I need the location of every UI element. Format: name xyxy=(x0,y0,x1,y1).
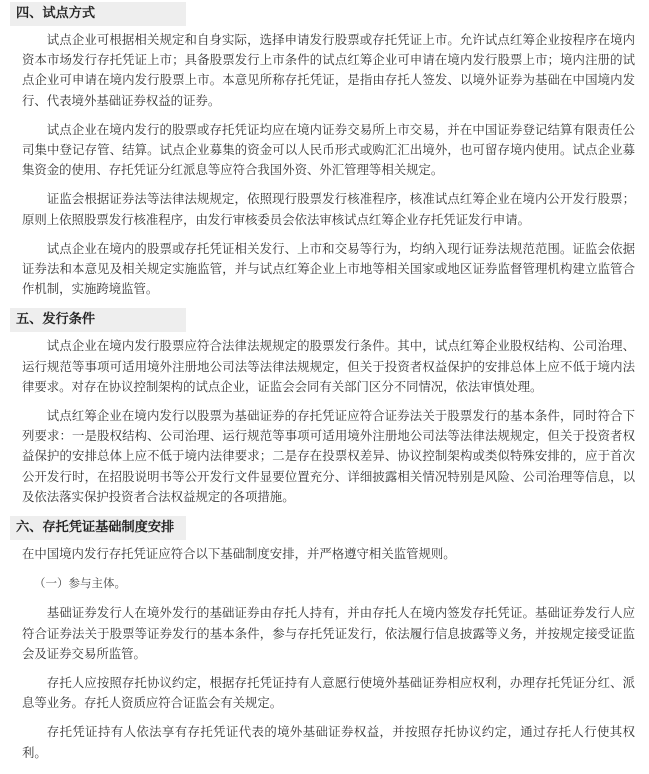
section-heading-issuance-conditions: 五、发行条件 xyxy=(10,308,186,332)
paragraph: 试点企业在境内发行的股票或存托凭证均应在境内证券交易所上市交易，并在中国证券登记结算有限责任公司集中登记存管、结算。试点企业募集的资金可以人民币形式或购汇汇出境外，也可留存境内使用。试点企业募集资金的使用、存托凭证分红派息等应符合我国外资、外汇管理等相关规定。 xyxy=(22,121,635,178)
article-body xyxy=(0,2,649,774)
section-heading-trial-method: 四、试点方式 xyxy=(10,2,186,26)
paragraph: 试点企业可根据相关规定和自身实际，选择申请发行股票或存托凭证上市。允许试点红筹企业按程序在境内资本市场发行存托凭证上市；具备股票发行上市条件的试点红筹企业可申请在境内发行股票上市；境内注册的试点企业可申请在境内发行股票上市。本意见所称存托凭证，是指由存托人签发、以境外证券为基础在中国境内发行、代表境外基础证券权益的证券。 xyxy=(22,32,635,108)
paragraph: 试点企业在境内发行股票应符合法律法规规定的股票发行条件。其中，试点红筹企业股权结构、公司治理、运行规范等事项可适用境外注册地公司法等法律法规规定，但关于投资者权益保护的安排总体上应不低于境内法律要求。对存在协议控制架构的试点企业，证监会会同有关部门区分不同情况，依法审慎处理。 xyxy=(22,338,635,394)
section-heading-depositary-receipts: 六、存托凭证基础制度安排 xyxy=(10,516,186,540)
paragraph: 证监会根据证券法等法律法规规定，依照现行股票发行核准程序，核准试点红筹企业在境内公开发行股票；原则上依照股票发行核准程序，由发行审核委员会依法审核试点红筹企业存托凭证发行申请。 xyxy=(22,191,635,227)
paragraph: 试点企业在境内的股票或存托凭证相关发行、上市和交易等行为，均纳入现行证券法规范范围。证监会依据证券法和本意见及相关规定实施监管，并与试点红筹企业上市地等相关国家或地区证券监督管理机构建立监管合作机制，实施跨境监管。 xyxy=(22,240,635,297)
paragraph: 存托人应按照存托协议约定，根据存托凭证持有人意愿行使境外基础证券相应权利，办理存托凭证分红、派息等业务。存托人资质应符合证监会有关规定。 xyxy=(22,675,635,711)
paragraph: 试点红筹企业在境内发行以股票为基础证券的存托凭证应符合证券法关于股票发行的基本条件，同时符合下列要求：一是股权结构、公司治理、运行规范等事项可适用境外注册地公司法等法律法规规定，但关于投资者权益保护的安排总体上应不低于境内法律要求；二是存在投票权差异、协议控制架构或类似特殊安排的，应于首次公开发行时，在招股说明书等公开发行文件显要位置充分、详细披露相关情况特别是风险、公司治理等信息，以及依法落实保护投资者合法权益规定的各项措施。 xyxy=(22,408,635,504)
paragraph: 基础证券发行人在境外发行的基础证券由存托人持有，并由存托人在境内签发存托凭证。基础证券发行人应符合证券法关于股票等证券发行的基本条件，参与存托凭证发行，依法履行信息披露等义务，并按规定接受证监会及证券交易所监管。 xyxy=(22,605,635,661)
paragraph-intro: 在中国境内发行存托凭证应符合以下基础制度安排，并严格遵守相关监管规则。 xyxy=(22,546,456,562)
paragraph: 存托凭证持有人依法享有存托凭证代表的境外基础证券权益，并按照存托协议约定，通过存托人行使其权利。 xyxy=(22,724,635,760)
subsection-heading: （一）参与主体。 xyxy=(34,576,126,591)
